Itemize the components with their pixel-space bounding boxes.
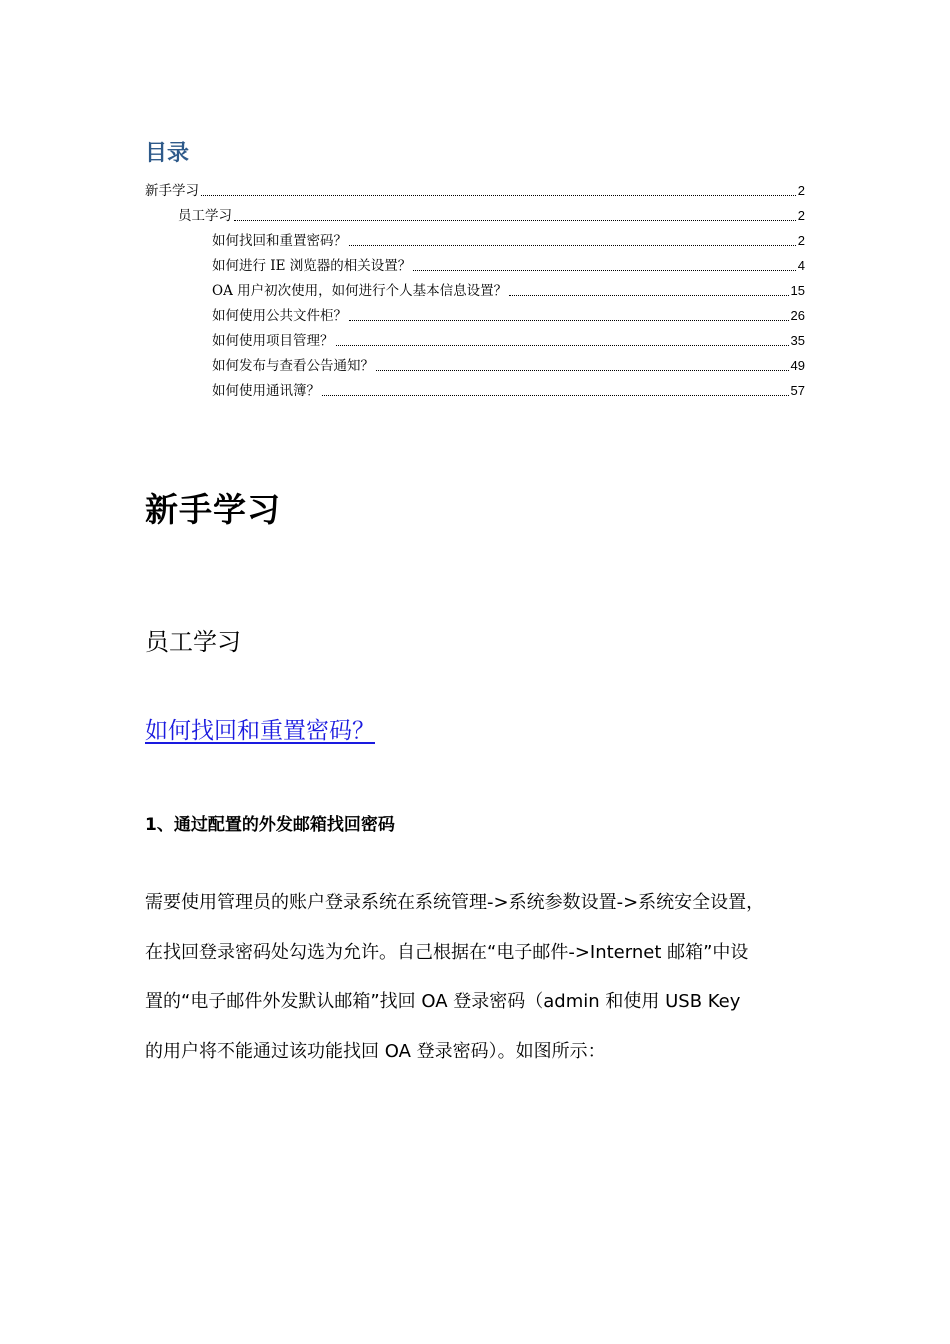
toc-leader: [509, 295, 788, 296]
toc-entry-page: 26: [790, 308, 805, 323]
paragraph-line: 置的“电子邮件外发默认邮箱”找回 OA 登录密码（admin 和使用 USB Key: [145, 991, 741, 1012]
toc-entry[interactable]: [145, 181, 805, 201]
toc-entry-page: 2: [797, 233, 805, 248]
toc-entry[interactable]: [212, 331, 805, 351]
body-paragraph: [145, 878, 805, 1076]
toc-entry-page: 2: [797, 183, 805, 198]
section-heading-link[interactable]: 如何找回和重置密码？: [145, 718, 375, 744]
toc-leader: [376, 370, 789, 371]
toc-entry-label: 如何进行 IE 浏览器的相关设置？: [212, 258, 412, 274]
toc-entry-label: 如何使用通讯簿？: [212, 383, 320, 399]
toc-entry-page: 4: [797, 258, 805, 273]
toc-entry[interactable]: [212, 306, 805, 326]
toc-entry[interactable]: [212, 381, 805, 401]
paragraph-line: 的用户将不能通过该功能找回 OA 登录密码）。如图所示：: [145, 1040, 606, 1062]
heading-level-1: 新手学习: [145, 490, 281, 529]
paragraph-line: 在找回登录密码处勾选为允许。自己根据在“电子邮件->Internet 邮箱”中设: [145, 941, 749, 963]
toc-leader: [349, 245, 796, 246]
toc-entry-page: 57: [790, 383, 805, 398]
toc-entry[interactable]: [212, 256, 805, 276]
toc-entry-page: 49: [790, 358, 805, 373]
toc-leader: [322, 395, 789, 396]
toc-title: 目录: [145, 141, 190, 166]
toc-leader: [349, 320, 789, 321]
toc-entry-label: 如何使用公共文件柜？: [212, 308, 347, 324]
toc-entry-page: 35: [790, 333, 805, 348]
toc-leader: [201, 195, 796, 196]
toc-entry[interactable]: [212, 281, 805, 301]
toc-entry-label: 如何发布与查看公告通知？: [212, 358, 374, 374]
toc-entry-page: 2: [797, 208, 805, 223]
toc-entry-label: 如何找回和重置密码？: [212, 233, 347, 249]
toc-entry-label: 新手学习: [145, 183, 199, 199]
toc-entry-label: OA 用户初次使用，如何进行个人基本信息设置？: [212, 283, 508, 299]
toc-leader: [336, 345, 789, 346]
toc-entry[interactable]: [212, 356, 805, 376]
toc-entry-page: 15: [790, 283, 805, 298]
toc-entry[interactable]: [178, 206, 805, 226]
toc-entry[interactable]: [212, 231, 805, 251]
toc-leader: [413, 270, 795, 271]
subsection-heading: 1、通过配置的外发邮箱找回密码: [145, 815, 395, 835]
toc-entry-label: 如何使用项目管理？: [212, 333, 334, 349]
toc-leader: [234, 220, 796, 221]
heading-level-2: 员工学习: [145, 628, 241, 656]
paragraph-line: 需要使用管理员的账户登录系统在系统管理->系统参数设置->系统安全设置，: [145, 892, 765, 913]
toc-entry-label: 员工学习: [178, 208, 232, 224]
